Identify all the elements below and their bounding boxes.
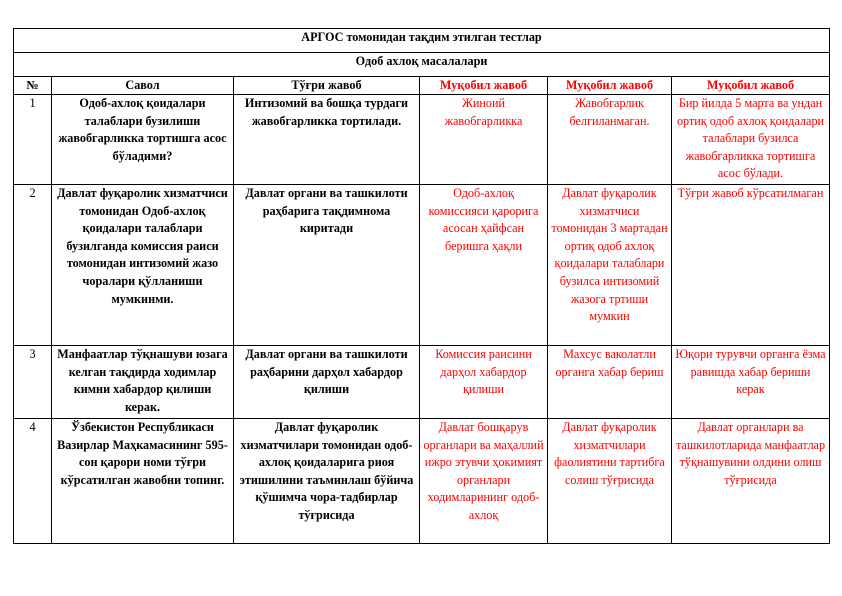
header-alternative-answer-3: Муқобил жавоб bbox=[672, 77, 830, 95]
table-row bbox=[14, 346, 830, 419]
table-row bbox=[14, 419, 830, 544]
alternative-answer-cell: Жиноий жавобгарликка bbox=[420, 95, 548, 185]
alternative-answer-cell: Жавобгарлик белгиланмаган. bbox=[548, 95, 672, 185]
correct-answer-cell: Давлат органи ва ташкилоти раҳбарини дарҳол хабардор қилиши bbox=[234, 346, 420, 419]
header-alternative-answer-1: Муқобил жавоб bbox=[420, 77, 548, 95]
alternative-answer-cell: Юқори турувчи органга ёзма равишда хабар бериши керак bbox=[672, 346, 830, 419]
section-title: Одоб ахлоқ масалалари bbox=[14, 53, 830, 77]
row-number: 1 bbox=[14, 95, 52, 185]
table-row bbox=[14, 185, 830, 346]
alternative-answer-cell: Тўғри жавоб кўрсатилмаган bbox=[672, 185, 830, 346]
table-row bbox=[14, 95, 830, 185]
row-number: 2 bbox=[14, 185, 52, 346]
header-alternative-answer-2: Муқобил жавоб bbox=[548, 77, 672, 95]
header-number: № bbox=[14, 77, 52, 95]
question-cell: Ўзбекистон Республикаси Вазирлар Маҳкамасининг 595-сон қарори номи тўғри кўрсатилган жавобни топинг. bbox=[52, 419, 234, 544]
alternative-answer-cell: Бир йилда 5 марта ва ундан ортиқ одоб ахлоқ қоидалари талаблари бузилса жавобгарликка тортишга асос бўлади. bbox=[672, 95, 830, 185]
alternative-answer-cell: Комиссия раисини дарҳол хабардор қилиши bbox=[420, 346, 548, 419]
alternative-answer-cell: Махсус ваколатли органга хабар бериш bbox=[548, 346, 672, 419]
question-cell: Одоб-ахлоқ қоидалари талаблари бузилиши жавобгарликка тортишга асос бўладими? bbox=[52, 95, 234, 185]
header-question: Савол bbox=[52, 77, 234, 95]
test-table bbox=[13, 28, 830, 544]
alternative-answer-cell: Давлат фуқаролик хизматчилари фаолиятини тартибга солиш тўғрисида bbox=[548, 419, 672, 544]
correct-answer-cell: Давлат фуқаролик хизматчилари томонидан одоб-ахлоқ қоидаларига риоя этишилини таъминлаш бўйича қўшимча чора-тадбирлар тўғрисида bbox=[234, 419, 420, 544]
alternative-answer-cell: Одоб-ахлоқ комиссияси қарорига асосан ҳайфсан беришга ҳақли bbox=[420, 185, 548, 346]
question-cell: Манфаатлар тўқнашуви юзага келган тақдирда ходимлар кимни хабардор қилиши керак. bbox=[52, 346, 234, 419]
document-title: АРГОС томонидан тақдим этилган тестлар bbox=[14, 29, 830, 53]
row-number: 4 bbox=[14, 419, 52, 544]
correct-answer-cell: Давлат органи ва ташкилоти раҳбарига тақдимнома киритади bbox=[234, 185, 420, 346]
alternative-answer-cell: Давлат фуқаролик хизматчиси томонидан 3 мартадан ортиқ одоб ахлоқ қоидалари талаблари бузилса интизомий жазога тртиши мумкин bbox=[548, 185, 672, 346]
correct-answer-cell: Интизомий ва бошқа турдаги жавобгарликка тортилади. bbox=[234, 95, 420, 185]
question-cell: Давлат фуқаролик хизматчиси томонидан Одоб-ахлоқ қоидалари талаблари бузилганда комиссия раиси томонидан интизомий жазо чоралари қўлланиши мумкинми. bbox=[52, 185, 234, 346]
table-header-row bbox=[14, 77, 830, 95]
document-page bbox=[13, 28, 829, 544]
alternative-answer-cell: Давлат бошқарув органлари ва маҳаллий ижро этувчи ҳокимият органлари ходимларининг одоб-ахлоқ bbox=[420, 419, 548, 544]
alternative-answer-cell: Давлат органлари ва ташкилотларида манфаатлар тўқнашувини олдини олиш тўғрисида bbox=[672, 419, 830, 544]
header-correct-answer: Тўғри жавоб bbox=[234, 77, 420, 95]
row-number: 3 bbox=[14, 346, 52, 419]
